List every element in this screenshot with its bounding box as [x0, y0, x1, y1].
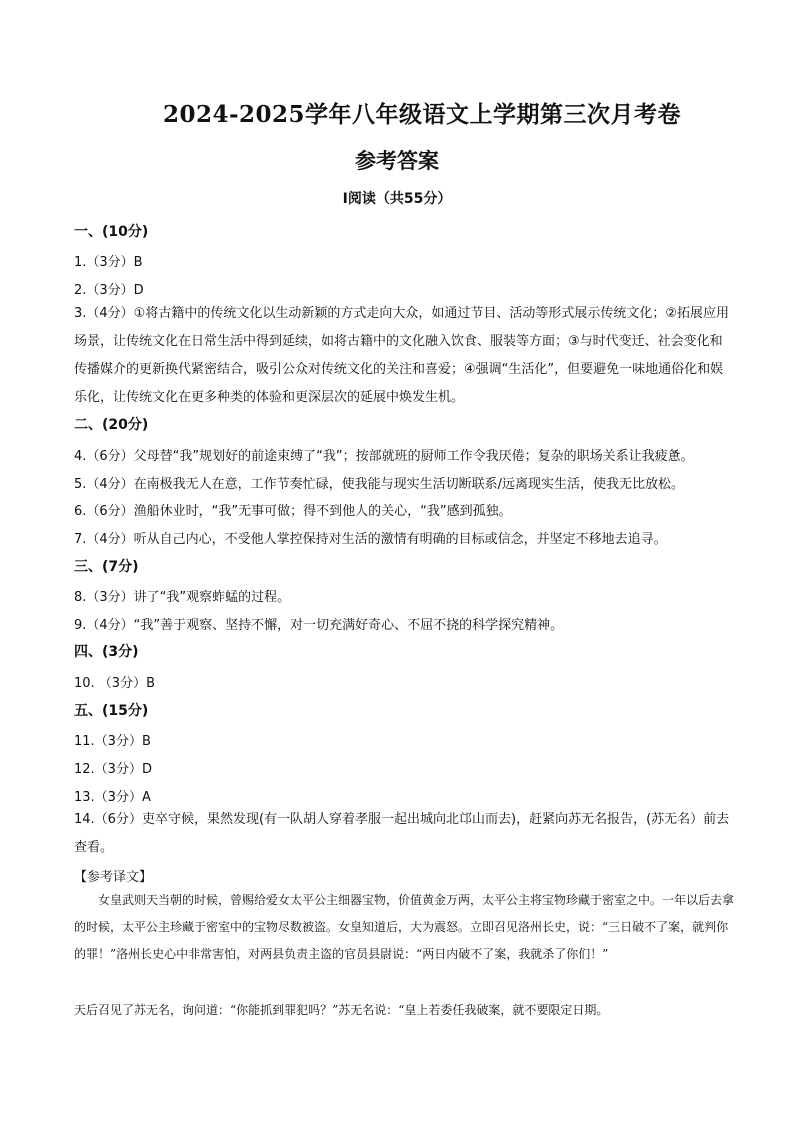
answer-12: 12.（3分）D: [74, 762, 152, 777]
answer-14: 14.（6分）吏卒守候，果然发现(有一队胡人穿着孝服一起出城向北邙山而去)，赶紧向苏无名报告，(苏无名）前去查看。: [74, 812, 730, 855]
answer-2: 2.（3分）D: [74, 283, 144, 298]
section-heading-5: 五、(15分): [74, 703, 149, 719]
answer-1: 1.（3分）B: [74, 255, 143, 270]
section-heading-2: 二、(20分): [74, 417, 149, 433]
translation-paragraph-2: 天后召见了苏无名，询问道：“你能抓到罪犯吗？”苏无名说：“皇上若委任我破案，就不要限定日期。: [74, 1003, 609, 1017]
document-title: 2024-2025学年八年级语文上学期第三次月考卷: [162, 101, 682, 128]
answer-6: 6.（6分）渔船休业时，“我”无事可做；得不到他人的关心，“我”感到孤独。: [74, 504, 512, 519]
answer-3: 3.（4分）①将古籍中的传统文化以生动新颖的方式走向大众，如通过节目、活动等形式展示传统文化；②拓展应用场景，让传统文化在日常生活中得到延续，如将古籍中的文化融入饮食、服装等方面；③与时代变迁、社会变化和传播媒介的更新换代紧密结合，吸引公众对传统文化的关注和喜爱；④强调“生活化”，但要避免一味地通俗化和娱乐化，让传统文化在更多种类的体验和更深层次的延展中焕发生机。: [74, 306, 729, 405]
answer-10: 10. （3分）B: [74, 676, 155, 691]
answer-9: 9.（4分）“我”善于观察、坚持不懈，对一切充满好奇心、不屈不挠的科学探究精神。: [74, 618, 564, 633]
answer-4: 4.（6分）父母替“我”规划好的前途束缚了“我”；按部就班的厨师工作令我厌倦；复杂的职场关系让我疲惫。: [74, 449, 694, 464]
answer-13: 13.（3分）A: [74, 790, 151, 805]
section-heading-4: 四、(3分): [74, 644, 139, 660]
translation-paragraph-1: 女皇武则天当朝的时候，曾赐给爱女太平公主细器宝物，价值黄金万两，太平公主将宝物珍藏于密室之中。一年以后去拿的时候，太平公主珍藏于密室中的宝物尽数被盗。女皇知道后，大为震怒。立即召见洛州长史，说：“三日破不了案，就判你的罪！”洛州长史心中非常害怕，对两县负责主盗的官员县尉说：“两日内破不了案，我就杀了你们！”: [74, 893, 735, 961]
answer-5: 5.（4分）在南极我无人在意，工作节奏忙碌，使我能与现实生活切断联系/远离现实生活，使我无比放松。: [74, 477, 685, 492]
section-heading-1: 一、(10分): [74, 224, 149, 240]
part-heading: Ⅰ阅读（共55分）: [342, 191, 452, 207]
document-subtitle: 参考答案: [355, 148, 439, 173]
section-heading-3: 三、(7分): [74, 559, 139, 575]
answer-8: 8.（3分）讲了“我”观察蚱蜢的过程。: [74, 590, 291, 605]
answer-11: 11.（3分）B: [74, 734, 151, 749]
translation-heading: 【参考译文】: [74, 870, 153, 885]
answer-7: 7.（4分）听从自己内心，不受他人掌控保持对生活的激情有明确的目标或信念，并坚定不移地去追寻。: [74, 532, 667, 547]
